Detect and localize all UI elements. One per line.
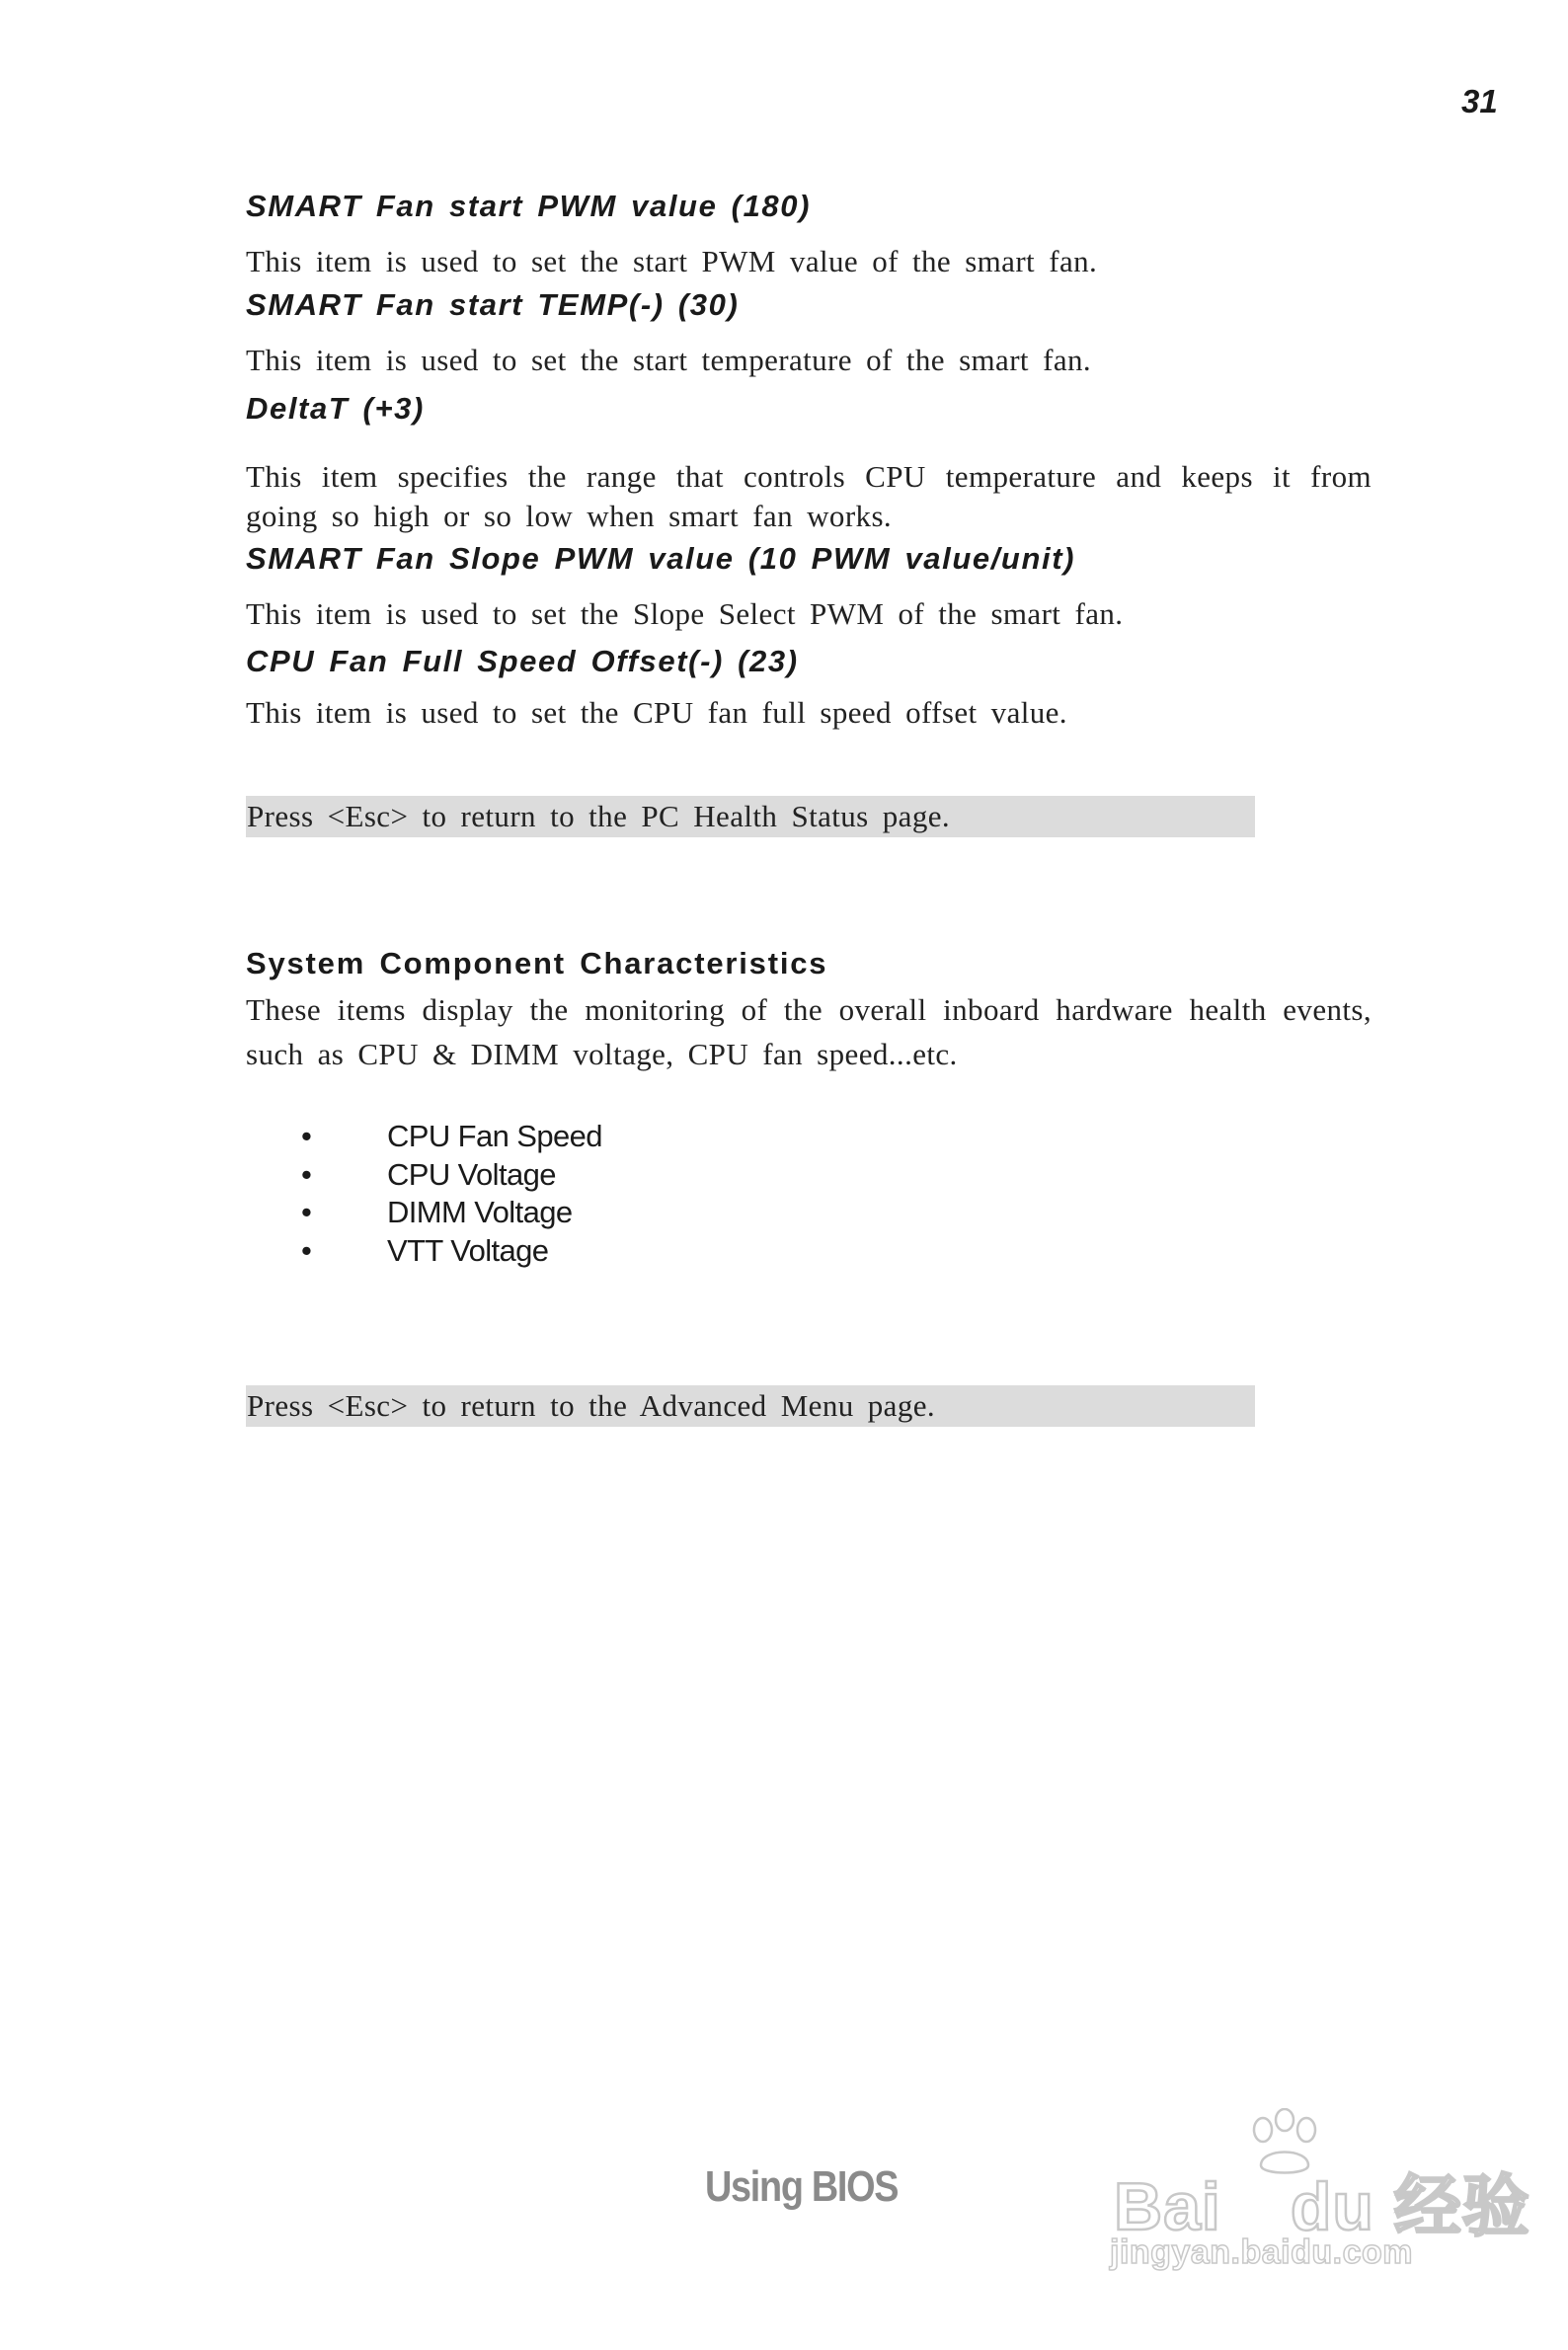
setting-item-deltat — [246, 389, 1372, 536]
section-heading: System Component Characteristics — [246, 946, 828, 980]
setting-item-start-temp — [246, 285, 1372, 380]
baidu-watermark — [1106, 2108, 1530, 2286]
watermark-url: jingyan.baidu.com — [1110, 2233, 1413, 2271]
page-number: 31 — [1461, 83, 1498, 119]
setting-item-start-pwm — [246, 187, 1372, 281]
setting-title: DeltaT (+3) — [246, 391, 425, 426]
setting-description: This item is used to set the Slope Select PWM of the smart fan. — [246, 596, 1124, 631]
setting-item-slope-pwm — [246, 539, 1372, 634]
setting-item-full-speed-offset — [246, 642, 1372, 733]
list-item-label: CPU Voltage — [387, 1156, 556, 1192]
setting-title: CPU Fan Full Speed Offset(-) (23) — [246, 644, 799, 678]
list-item-label: CPU Fan Speed — [387, 1119, 602, 1153]
setting-title: SMART Fan start TEMP(-) (30) — [246, 287, 740, 322]
bullet-icon: • — [301, 1156, 312, 1192]
setting-description: This item is used to set the start PWM value of the smart fan. — [246, 244, 1098, 278]
list-item — [301, 1194, 602, 1232]
footer-title: Using BIOS — [705, 2162, 899, 2211]
esc-return-note: Press <Esc> to return to the PC Health Status page. — [246, 796, 1255, 837]
list-item — [301, 1232, 602, 1271]
esc-return-note: Press <Esc> to return to the Advanced Menu page. — [246, 1385, 1255, 1427]
component-list — [301, 1118, 602, 1270]
list-item-label: DIMM Voltage — [387, 1195, 573, 1229]
list-item — [301, 1156, 602, 1195]
watermark-logo-text: Bai du 经验 — [1114, 2169, 1530, 2244]
setting-description: This item specifies the range that controls CPU temperature and keeps it from going so high or so low when smart fan works. — [246, 459, 1372, 533]
setting-description: This item is used to set the start temperature of the smart fan. — [246, 343, 1092, 377]
list-item — [301, 1118, 602, 1156]
bullet-icon: • — [301, 1119, 312, 1153]
setting-description: This item is used to set the CPU fan full speed offset value. — [246, 695, 1067, 730]
list-item-label: VTT Voltage — [387, 1232, 549, 1268]
bullet-icon: • — [301, 1232, 312, 1268]
bullet-icon: • — [301, 1195, 312, 1229]
setting-title: SMART Fan Slope PWM value (10 PWM value/unit) — [246, 541, 1076, 576]
section-body: These items display the monitoring of the overall inboard hardware health events, such as CPU & DIMM voltage, CPU fan speed...etc. — [246, 992, 1372, 1071]
setting-title: SMART Fan start PWM value (180) — [246, 189, 812, 223]
